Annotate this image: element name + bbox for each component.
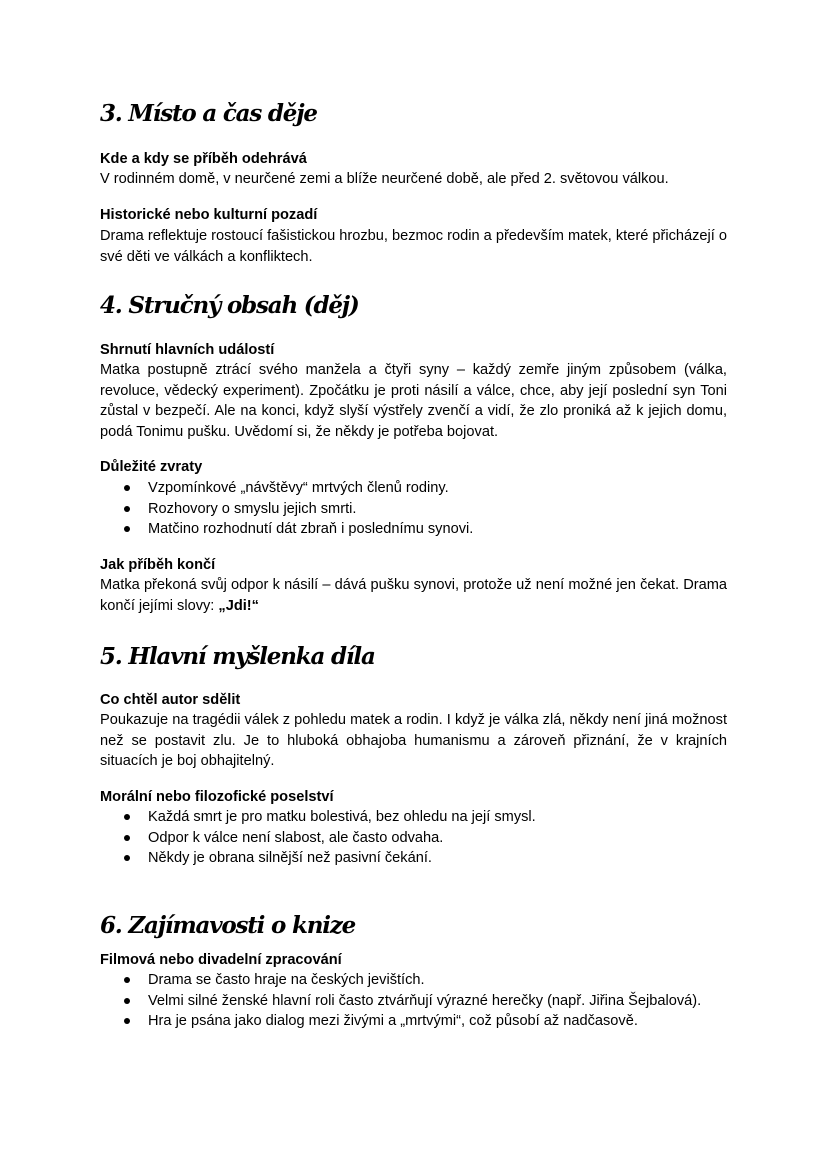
bullet-icon — [124, 506, 130, 512]
list-item-text: Odpor k válce není slabost, ale často odvaha. — [148, 829, 444, 846]
list-item-text: Drama se často hraje na českých jevištích. — [148, 972, 425, 988]
list-item-text: Rozhovory o smyslu jejich smrti. — [148, 500, 357, 517]
paragraph — [100, 575, 727, 616]
bullet-icon — [124, 855, 130, 861]
list-item — [100, 828, 727, 849]
bullet-icon — [124, 526, 130, 532]
subsection-title: Jak příběh končí — [100, 557, 216, 573]
paragraph: Poukazuje na tragédii válek z pohledu matek a rodin. I když je válka zlá, někdy není jiná možnost než se postavit zlu. Je to hluboká obhajoba humanismu a zároveň přiznání, že v krajních situacích je boj obhajitelný. — [100, 712, 727, 769]
list-item-text: Každá smrt je pro matku bolestivá, bez ohledu na její smysl. — [148, 809, 536, 825]
subsection-title: Historické nebo kulturní pozadí — [100, 207, 318, 223]
list-item-text: Hra je psána jako dialog mezi živými a „mrtvými“, což působí až nadčasově. — [148, 1013, 638, 1029]
bullet-list — [100, 807, 727, 869]
paragraph: Drama reflektuje rostoucí fašistickou hrozbu, bezmoc rodin a především matek, které přicházejí o své děti ve válkách a konfliktech. — [100, 228, 727, 265]
list-item-text: Vzpomínkové „návštěvy“ mrtvých členů rodiny. — [148, 480, 449, 496]
bullet-icon — [124, 814, 130, 820]
bullet-icon — [124, 1018, 130, 1024]
section-heading: 5. Hlavní myšlenka díla — [100, 643, 375, 670]
subsection-title: Kde a kdy se příběh odehrává — [100, 151, 307, 167]
bullet-list — [100, 478, 727, 540]
list-item — [100, 970, 727, 991]
paragraph: V rodinném domě, v neurčené zemi a blíže neurčené době, ale před 2. světovou válkou. — [100, 171, 669, 187]
bullet-icon — [124, 998, 130, 1004]
bullet-icon — [124, 485, 130, 491]
subsection-title: Morální nebo filozofické poselství — [100, 789, 334, 805]
subsection-title: Co chtěl autor sdělit — [100, 692, 241, 708]
bullet-icon — [124, 835, 130, 841]
list-item — [100, 1011, 727, 1032]
section-heading: 3. Místo a čas děje — [100, 100, 317, 127]
paragraph: Matka postupně ztrácí svého manžela a čtyři syny – každý zemře jiným způsobem (válka, revoluce, vědecký experiment). Zpočátku je proti násilí a válce, chce, aby její poslední syn Toni zůstal v bezpečí. Ale na konci, když slyší výstřely zvenčí a vidí, že zlo proniká až k jejich domu, podá Tonimu pušku. Uvědomí si, že někdy je potřeba bojovat. — [100, 362, 727, 440]
list-item — [100, 807, 727, 828]
subsection-title: Shrnutí hlavních událostí — [100, 342, 275, 358]
bullet-icon — [124, 977, 130, 983]
subsection-title: Důležité zvraty — [100, 459, 203, 475]
list-item — [100, 848, 727, 869]
bullet-list — [100, 970, 727, 1032]
list-item — [100, 519, 727, 540]
list-item-text: Velmi silné ženské hlavní roli často ztvárňují výrazné herečky (např. Jiřina Šejbalová). — [148, 992, 702, 1009]
section-heading: 6. Zajímavosti o knize — [100, 912, 356, 939]
list-item — [100, 478, 727, 499]
subsection-title: Filmová nebo divadelní zpracování — [100, 952, 342, 968]
closing-quote: „Jdi!“ — [218, 597, 259, 614]
list-item-text: Někdy je obrana silnější než pasivní čekání. — [148, 850, 432, 866]
section-heading: 4. Stručný obsah (děj) — [100, 292, 359, 319]
paragraph-text: Matka překoná svůj odpor k násilí – dává pušku synovi, protože už není možné jen čekat. Drama končí jejími slovy: — [100, 577, 727, 614]
list-item — [100, 499, 727, 520]
list-item-text: Matčino rozhodnutí dát zbraň i poslednímu synovi. — [148, 521, 474, 537]
list-item — [100, 991, 727, 1012]
